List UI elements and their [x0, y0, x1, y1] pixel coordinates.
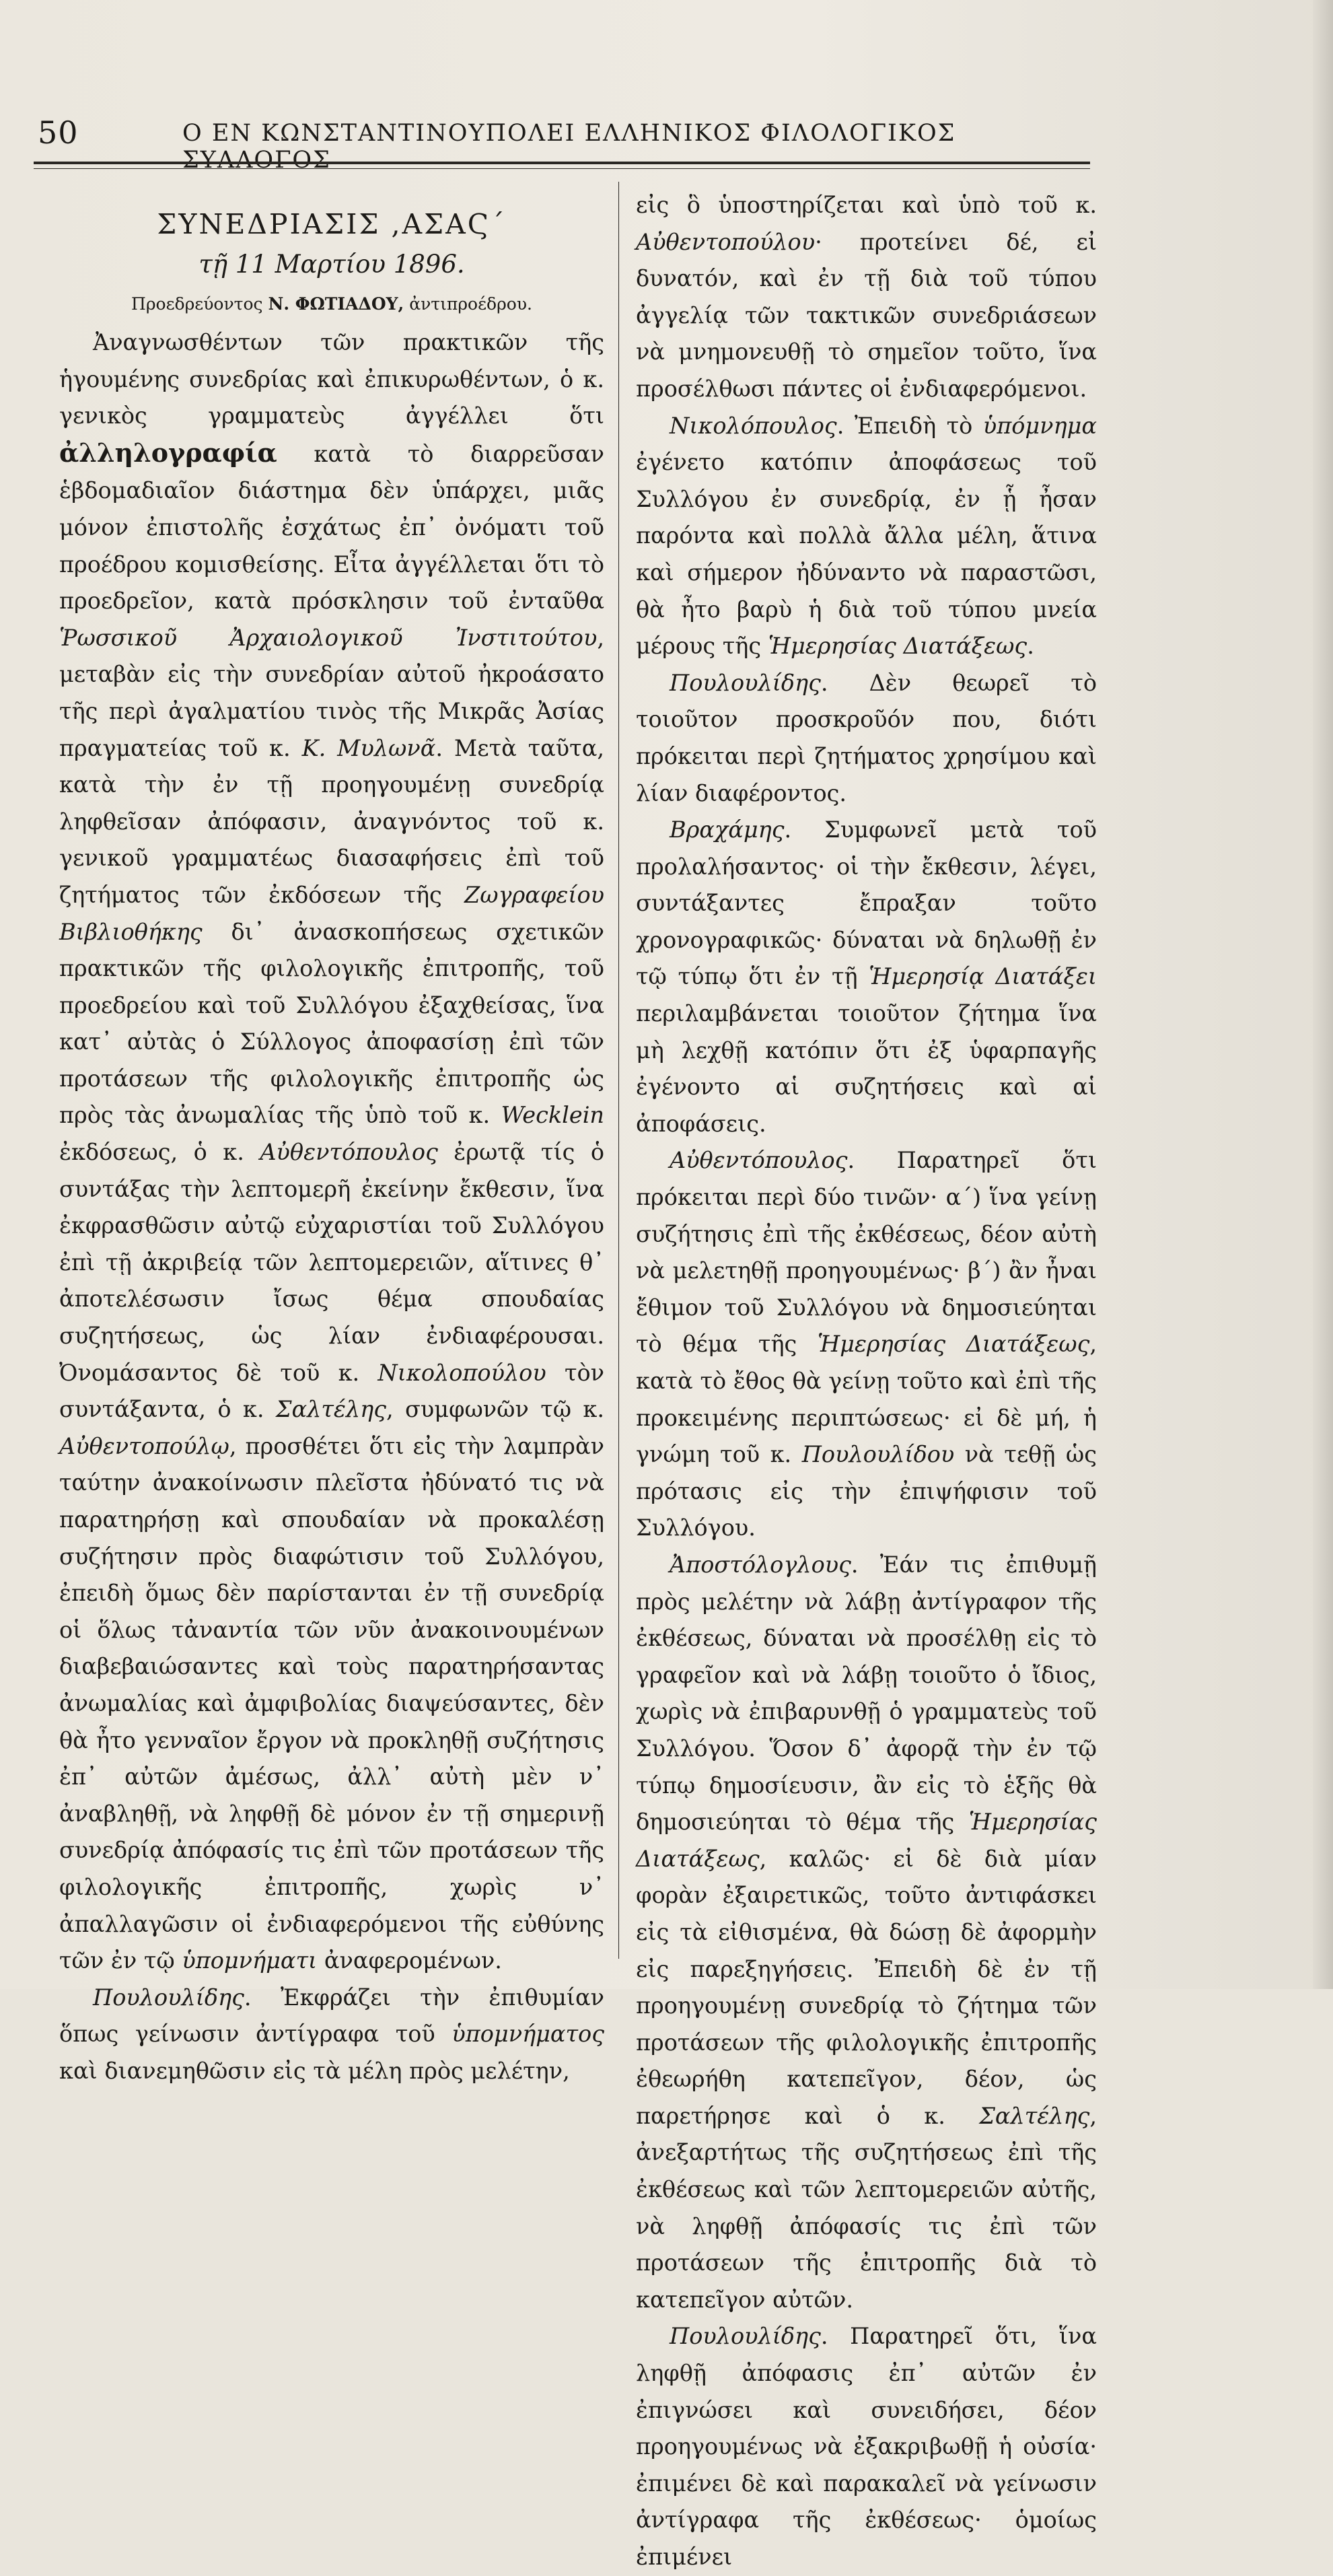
- session-title: ΣΥΝΕΔΡΙΑΣΙΣ ,ΑΣΑϚ´: [157, 208, 507, 240]
- text-run: δι᾽ ἀνασκοπήσεως σχετικῶν πρακτικῶν τῆς φιλολογικῆς ἐπιτροπῆς, τοῦ προεδρείου καὶ τοῦ Συλλόγου ἐξαχθείσας, ἵνα κατ᾽ αὐτὰς ὁ Σύλλογος ἀποφασίσῃ ἐπὶ τῶν προτάσεων τῆς φιλολογικῆς ἐπιτροπῆς ὡς πρὸς τὰς ἀνωμαλίας τῆς ὑπὸ τοῦ κ.: [59, 918, 604, 1129]
- speaker-name: Αὐθεντόπουλος: [260, 1139, 438, 1166]
- text-run: νὰ τεθῇ ὡς πρότασις εἰς τὴν ἐπιψήφισιν τοῦ Συλλόγου.: [636, 1441, 1097, 1541]
- text-run: . Δὲν θεωρεῖ τὸ τοιοῦτον προσκροῦόν που, διότι πρόκειται περὶ ζητήματος χρησίμου καὶ λίαν διαφέροντος.: [636, 669, 1097, 806]
- column-divider: [618, 182, 619, 1959]
- paragraph-pouloulidis-3: [636, 2318, 1097, 2575]
- right-column: [636, 187, 1097, 2576]
- text-run: ἐγένετο κατόπιν ἀποφάσεως τοῦ Συλλόγου ἐν συνεδρίᾳ, ἐν ᾗ ἦσαν παρόντα καὶ πολλὰ ἄλλα μέλη, ἅτινα καὶ σήμερον ἠδύναντο νὰ παραστῶσι, θὰ ἦτο βαρὺ ἡ διὰ τοῦ τύπου μνεία μέρους τῆς: [636, 449, 1097, 660]
- presiding-name: Ν. ΦΩΤΙΑΔΟΥ,: [268, 294, 404, 314]
- text-run: · προτείνει δέ, εἰ δυνατόν, καὶ ἐν τῇ διὰ τοῦ τύπου ἀγγελίᾳ τῶν τακτικῶν συνεδριάσεων νὰ μνημονευθῇ τὸ σημεῖον τοῦτο, ἵνα προσέλθωσι πάντες οἱ ἐνδιαφερόμενοι.: [636, 228, 1097, 402]
- text-run: . Παρατηρεῖ ὅτι πρόκειται περὶ δύο τινῶν· α´) ἵνα γείνῃ συζήτησις ἐπὶ τῆς ἐκθέσεως, δέον αὐτὴ νὰ μελετηθῇ προηγουμένως· β´) ἂν ἦναι ἔθιμον τοῦ Συλλόγου νὰ δημοσιεύηται τὸ θέμα τῆς: [636, 1147, 1097, 1358]
- speaker-name: Πουλουλίδης: [93, 1984, 244, 2011]
- text-run: . Ἐπειδὴ τὸ: [836, 412, 983, 439]
- person-name: Κ. Μυλωνᾶ: [301, 734, 436, 761]
- presiding-role: ἀντιπροέδρου.: [409, 294, 532, 314]
- left-column: [59, 187, 604, 2090]
- person-name: Αὐθεντοπούλου: [636, 228, 816, 255]
- paragraph-afthentopoulos: [636, 1142, 1097, 1547]
- text-run: , κατὰ τὸ ἔθος θὰ γείνῃ τοῦτο καὶ ἐπὶ τῆς προκειμένης περιπτώσεως· εἰ δὲ μή, ἡ γνώμη τοῦ κ.: [636, 1331, 1097, 1468]
- text-run: , ἀνεξαρτήτως τῆς συζητήσεως ἐπὶ τῆς ἐκθέσεως καὶ τῶν λεπτομερειῶν αὐτῆς, νὰ ληφθῇ ἀπόφασίς τις ἐπὶ τῶν προτάσεων τῆς ἐπιτροπῆς διὰ τὸ κατεπεῖγον αὐτῶν.: [636, 2102, 1097, 2313]
- speaker-name: Βραχάμης: [670, 816, 785, 843]
- person-name: Πουλουλίδου: [801, 1441, 955, 1468]
- session-date: τῇ 11 Μαρτίου 1896.: [199, 250, 465, 279]
- text-run: , προσθέτει ὅτι εἰς τὴν λαμπρὰν ταύτην ἀνακοίνωσιν πλεῖστα ἠδύνατό τις νὰ παρατηρήσῃ καὶ σπουδαίαν νὰ προκαλέσῃ συζήτησιν πρὸς διαφώτισιν τοῦ Συλλόγου, ἐπειδὴ ὅμως δὲν παρίστανται ἐν τῇ συνεδρίᾳ οἱ ὅλως τἀναντία τῶν νῦν ἀνακοινουμένων διαβεβαιώσαντες καὶ τοὺς παρατηρήσαντας ἀνωμαλίας καὶ ἀμφιβολίας διαψεύσαντες, δὲν θὰ ἦτο γενναῖον ἔργον νὰ προκληθῇ συζήτησις ἐπ᾽ αὐτῶν ἀμέσως, ἀλλ᾽ αὐτὴ μὲν ν᾽ ἀναβληθῇ, νὰ ληφθῇ δὲ μόνον ἐν τῇ σημερινῇ συνεδρίᾳ ἀπόφασίς τις ἐπὶ τῶν προτάσεων τῆς φιλολογικῆς ἐπιτροπῆς, χωρὶς ν᾽ ἀπαλλαγῶσιν οἱ ἐνδιαφερόμενοι τῆς εὐθύνης τῶν ἐν τῷ: [59, 1432, 604, 1974]
- paragraph-pouloulidis-2: [636, 665, 1097, 812]
- text-run: τὸν συντάξαντα, ὁ κ.: [59, 1359, 605, 1423]
- library-name: Ζωγραφείου Βιβλιοθήκης: [59, 881, 604, 945]
- text-run: κατὰ τὸ διαρρεῦσαν ἑβδομαδιαῖον διάστημα δὲν ὑπάρχει, μιᾶς μόνον ἐπιστολῆς ἐσχάτως ἐπ᾽ ὀνόματι τοῦ προέδρου κομισθείσης. Εἶτα ἀγγέλλεται ὅτι τὸ προεδρεῖον, κατὰ πρόσκλησιν τοῦ ἐνταῦθα: [59, 440, 604, 615]
- speaker-name: Ἀποστόλογλους: [670, 1551, 851, 1578]
- speaker-name: Πουλουλίδης: [670, 669, 821, 696]
- text-run: .: [1027, 633, 1034, 660]
- text-run: . Συμφωνεῖ μετὰ τοῦ προλαλήσαντος· οἱ τὴν ἔκθεσιν, λέγει, συντάξαντες ἔπραξαν τοῦτο χρονογραφικῶς· δύναται νὰ δηλωθῇ ἐν τῷ τύπῳ ὅτι ἐν τῇ: [636, 816, 1097, 990]
- journal-title: Ο ΕΝ ΚΩΝΣΤΑΝΤΙΝΟΥΠΟΛΕΙ ΕΛΛΗΝΙΚΟΣ ΦΙΛΟΛΟΓΙΚΟΣ ΣΥΛΛΟΓΟΣ: [182, 120, 956, 174]
- presiding-line: [59, 285, 604, 323]
- editor-name: Wecklein: [501, 1102, 604, 1129]
- agenda-name: Ἡμερησίᾳ Διατάξει: [869, 963, 1097, 990]
- agenda-name: Ἡμερησίας Διατάξεως: [768, 633, 1028, 660]
- emphasis: ὑπόμνημα: [982, 412, 1097, 439]
- header-rule-thick: [34, 162, 1090, 164]
- text-run: ἀναφερομένων.: [317, 1947, 502, 1974]
- text-run: . Ἐάν τις ἐπιθυμῇ πρὸς μελέτην νὰ λάβῃ ἀντίγραφον τῆς ἐκθέσεως, δύναται νὰ προσέλθῃ εἰς τὸ γραφεῖον καὶ νὰ λάβῃ τοιοῦτο ὁ ἴδιος, χωρὶς νὰ ἐπιβαρυνθῇ ὁ γραμματεὺς τοῦ Συλλόγου. Ὅσον δ᾽ ἀφορᾷ τὴν ἐν τῷ τύπῳ δημοσίευσιν, ἂν εἰς τὸ ἑξῆς θὰ δημοσιεύηται τὸ θέμα τῆς: [636, 1551, 1097, 1836]
- text-run: ἐκδόσεως, ὁ κ.: [59, 1139, 260, 1166]
- emphasis: ὑπομνήματος: [452, 2021, 604, 2048]
- agenda-name: Ἡμερησίας Διατάξεως: [636, 1809, 1097, 1872]
- emphasis: ὑπομνήματι: [182, 1947, 318, 1974]
- person-name: Αὐθεντοπούλῳ: [59, 1432, 229, 1459]
- speaker-name: Νικολόπουλος: [670, 412, 837, 439]
- speaker-name: Σαλτέλης: [275, 1396, 386, 1423]
- paragraph-nikolopoulos: [636, 408, 1097, 665]
- text-run: Ἀναγνωσθέντων τῶν πρακτικῶν τῆς ἡγουμένης συνεδρίας καὶ ἐπικυρωθέντων, ὁ κ. γενικὸς γραμματεὺς ἀγγέλλει ὅτι: [59, 329, 604, 429]
- header-rule-thin: [34, 168, 1090, 169]
- paragraph-continued: [636, 187, 1097, 408]
- presiding-label: Προεδρεύοντος: [131, 294, 263, 314]
- paragraph-apostologlous: [636, 1547, 1097, 2318]
- text-run: . Μετὰ ταῦτα, κατὰ τὴν ἐν τῇ προηγουμένῃ συνεδρίᾳ ληφθεῖσαν ἀπόφασιν, ἀναγνόντος τοῦ κ. γενικοῦ γραμματέως διασαφήσεις ἐπὶ τοῦ ζητήματος τῶν ἐκδόσεων τῆς: [59, 734, 604, 908]
- speaker-name: Πουλουλίδης: [670, 2323, 821, 2350]
- text-run: , μεταβὰν εἰς τὴν συνεδρίαν αὐτοῦ ἠκροάσατο τῆς περὶ ἀγαλματίου τινὸς τῆς Μικρᾶς Ἀσίας πραγματείας τοῦ κ.: [59, 624, 604, 761]
- text-run: , συμφωνῶν τῷ κ.: [386, 1396, 604, 1423]
- text-run: . Παρατηρεῖ ὅτι, ἵνα ληφθῇ ἀπόφασις ἐπ᾽ αὐτῶν ἐν ἐπιγνώσει καὶ συνειδήσει, δέον προηγουμένως νὰ ἐξακριβωθῇ ἡ οὐσία· ἐπιμένει δὲ καὶ παρακαλεῖ νὰ γείνωσιν ἀντίγραφα τῆς ἐκθέσεως· ὁμοίως ἐπιμένει: [636, 2323, 1097, 2570]
- person-name: Σαλτέλης: [979, 2102, 1090, 2129]
- paragraph-minutes: [59, 324, 604, 1980]
- page-edge: [1313, 0, 1333, 1989]
- institute-name: Ῥωσσικοῦ Ἀρχαιολογικοῦ Ἰνστιτούτου: [59, 624, 598, 651]
- person-name: Νικολοπούλου: [377, 1359, 546, 1386]
- text-run: . Ἐκφράζει τὴν ἐπιθυμίαν ὅπως γείνωσιν ἀντίγραφα τοῦ: [59, 1984, 604, 2048]
- page-number: 50: [38, 114, 79, 151]
- text-run: , καλῶς· εἰ δὲ διὰ μίαν φορὰν ἐξαιρετικῶς, τοῦτο ἀντιφάσκει εἰς τὰ εἰθισμένα, θὰ δώσῃ δὲ ἀφορμὴν εἰς παρεξηγήσεις. Ἐπειδὴ δὲ ἐν τῇ προηγουμένῃ συνεδρίᾳ τὸ ζήτημα τῶν προτάσεων τῆς φιλολογικῆς ἐπιτροπῆς ἐθεωρήθη κατεπεῖγον, δέον, ὡς παρετήρησε καὶ ὁ κ.: [636, 1845, 1097, 2129]
- text-run: καὶ διανεμηθῶσιν εἰς τὰ μέλη πρὸς μελέτην,: [59, 2057, 570, 2084]
- text-run: εἰς ὃ ὑποστηρίζεται καὶ ὑπὸ τοῦ κ.: [636, 192, 1097, 218]
- correspondence-heading: ἀλληλογραφία: [59, 437, 277, 468]
- agenda-name: Ἡμερησίας Διατάξεως: [817, 1331, 1090, 1358]
- paragraph-pouloulidis: [59, 1980, 604, 2090]
- text-run: περιλαμβάνεται τοιοῦτον ζήτημα ἵνα μὴ λεχθῇ κατόπιν ὅτι ἐξ ὑφαρπαγῆς ἐγένοντο αἱ συζητήσεις καὶ αἱ ἀποφάσεις.: [636, 1000, 1097, 1137]
- text-run: ἐρωτᾷ τίς ὁ συντάξας τὴν λεπτομερῆ ἐκείνην ἔκθεσιν, ἵνα ἐκφρασθῶσιν αὐτῷ εὐχαριστίαι τοῦ Συλλόγου ἐπὶ τῇ ἀκριβείᾳ τῶν λεπτομερειῶν, αἵτινες θ᾽ ἀποτελέσωσιν ἴσως θέμα σπουδαίας συζητήσεως, ὡς λίαν ἐνδιαφέρουσαι. Ὀνομάσαντος δὲ τοῦ κ.: [59, 1139, 604, 1386]
- speaker-name: Αὐθεντόπουλος: [670, 1147, 848, 1174]
- running-head: [38, 114, 1087, 174]
- paragraph-vrachamis: [636, 812, 1097, 1142]
